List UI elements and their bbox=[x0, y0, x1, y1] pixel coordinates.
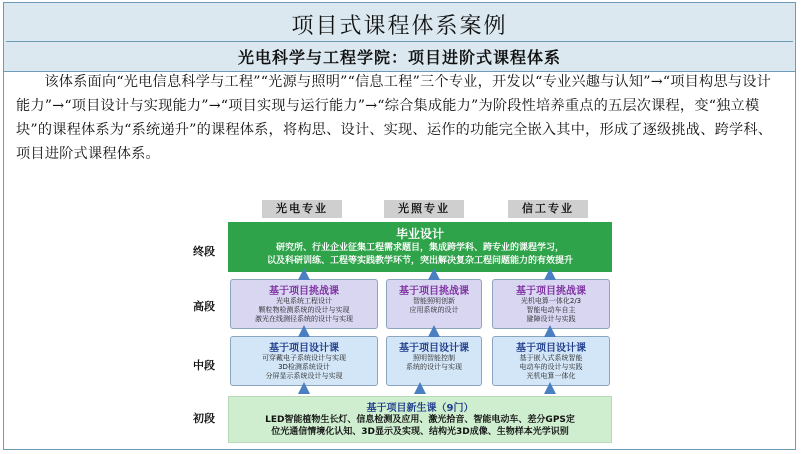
course-item: 分屏显示系统设计与实现 bbox=[265, 372, 343, 380]
stage-final: 终段 bbox=[193, 245, 215, 258]
freshman-course-line: 位光通信情境化认知、3D显示及实现、结构光3D成像、生物样本光学识别 bbox=[271, 427, 569, 437]
challenge-course-title: 基于项目挑战课 bbox=[516, 286, 586, 297]
graduation-design-line: 以及科研训练、工程等实践教学环节，突出解决复杂工程问题能力的有效提升 bbox=[266, 256, 573, 266]
design-course-title: 基于项目设计课 bbox=[516, 343, 586, 354]
challenge-course-title: 基于项目挑战课 bbox=[269, 286, 339, 297]
course-item: 照明智能控制 bbox=[413, 354, 455, 362]
major-lighting: 光照专业 bbox=[384, 200, 464, 218]
course-item: 电动车的设计与实践 bbox=[519, 363, 583, 371]
challenge-course-title: 基于项目挑战课 bbox=[399, 286, 469, 297]
course-item: 应用系统的设计 bbox=[409, 306, 459, 314]
course-item: 光机电算一体化2/3 bbox=[520, 297, 582, 305]
course-item: 光机电算一体化 bbox=[526, 372, 576, 380]
design-course-title: 基于项目设计课 bbox=[399, 343, 469, 354]
page-title: 项目式课程体系案例 bbox=[291, 14, 508, 39]
graduation-design-title: 毕业设计 bbox=[395, 227, 444, 241]
course-item: 智能照明创新 bbox=[413, 297, 455, 305]
page-subtitle: 光电科学与工程学院：项目进阶式课程体系 bbox=[237, 48, 561, 67]
design-course-title: 基于项目设计课 bbox=[269, 343, 339, 354]
major-information: 信工专业 bbox=[508, 200, 588, 218]
course-item: 可穿戴电子系统设计与实现 bbox=[262, 354, 346, 362]
stage-high: 高段 bbox=[193, 300, 215, 313]
intro-paragraph: 该体系面向“光电信息科学与工程”“光源与照明”“信息工程”三个专业，开发以“专业兴趣与认知”→“项目构思与设计能力”→“项目设计与实现能力”→“项目实现与运行能力”→“综合集成能力”为阶段性培养重点的五层次课程，变“独立模块”的课程体系为“系统递升”的课程体系，将构思、设计、实现、运作的功能完全嵌入其中，形成了逐级挑战、跨学科、项目进阶式课程体系。 bbox=[16, 74, 773, 162]
course-item: 激光在线测径系统的设计与实现 bbox=[255, 315, 353, 323]
course-item: 智能电动车自主 bbox=[526, 306, 576, 314]
course-item: 光电系统工程设计 bbox=[276, 297, 332, 305]
course-item: 系统的设计与实现 bbox=[406, 363, 462, 371]
course-item: 3D检测系统设计 bbox=[278, 363, 330, 371]
stage-mid: 中段 bbox=[193, 359, 215, 372]
major-optoelectronics: 光电专业 bbox=[262, 200, 342, 218]
course-item: 避障设计与实践 bbox=[526, 315, 576, 323]
freshman-course-line: LED智能植物生长灯、信息检测及应用、激光拾音、智能电动车、差分GPS定 bbox=[265, 415, 575, 425]
freshman-course-box bbox=[228, 396, 612, 443]
freshman-course-title: 基于项目新生课（9门） bbox=[366, 403, 474, 414]
graduation-design-line: 研究所、行业企业征集工程需求题目，集成跨学科、跨专业的课程学习， bbox=[275, 243, 564, 253]
course-item: 颗粒物检测系统的设计与实现 bbox=[258, 306, 350, 314]
stage-entry: 初段 bbox=[193, 412, 215, 425]
course-item: 基于嵌入式系统智能 bbox=[519, 354, 583, 362]
